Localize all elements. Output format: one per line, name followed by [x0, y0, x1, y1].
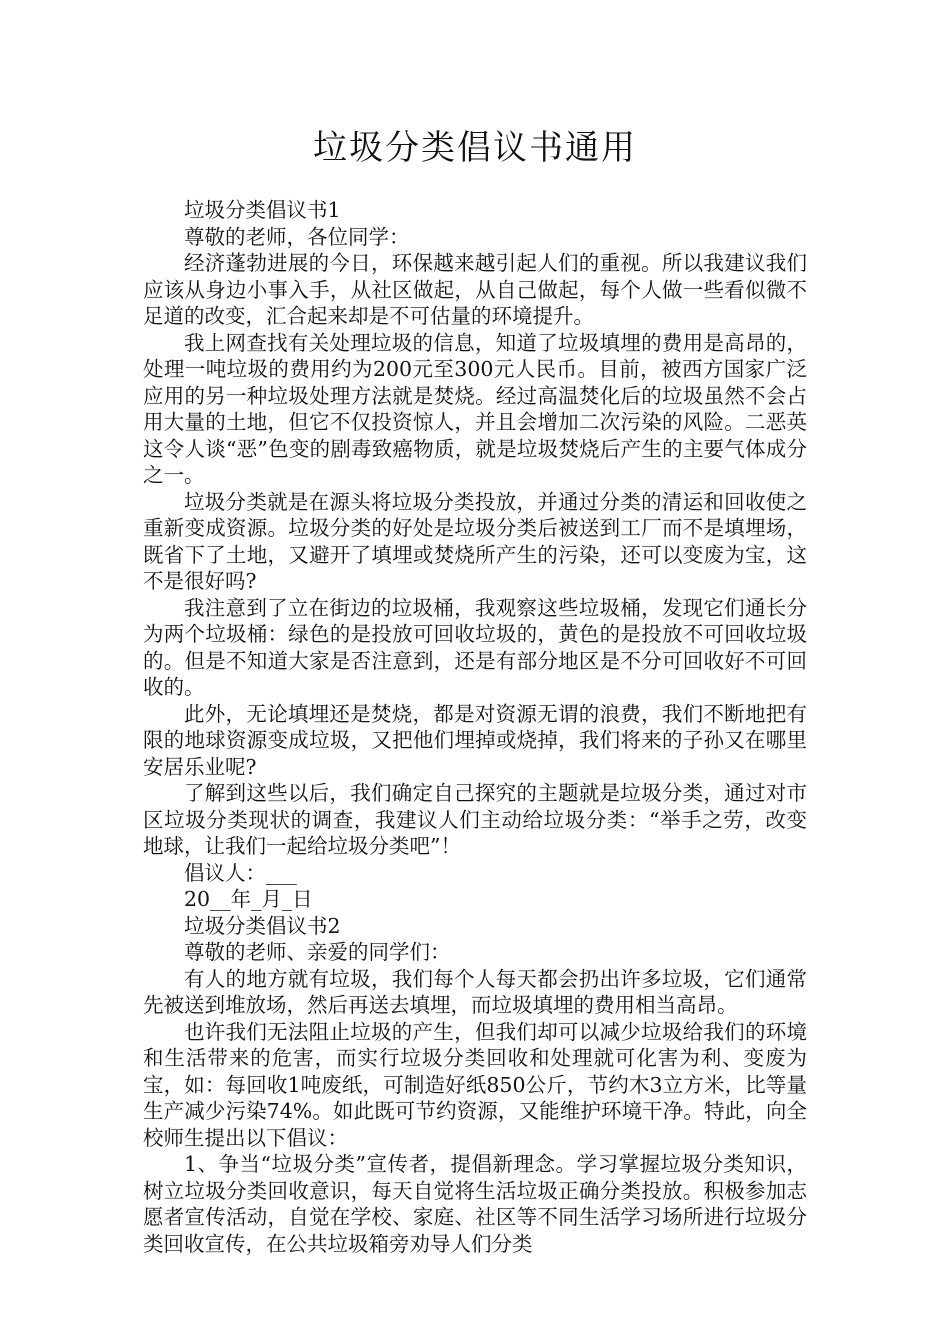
- paragraph: 垃圾分类就是在源头将垃圾分类投放，并通过分类的清运和回收使之重新变成资源。垃圾分类的好处是垃圾分类后被送到工厂而不是填埋场，既省下了土地，又避开了填埋或焚烧所产生的污染，还可以变废为宝，这不是很好吗?: [143, 489, 807, 593]
- salutation-2: 尊敬的老师、亲爱的同学们：: [184, 940, 451, 964]
- paragraph: 1、争当“垃圾分类”宣传者，提倡新理念。学习掌握垃圾分类知识，树立垃圾分类回收意识，每天自觉将生活垃圾正确分类投放。积极参加志愿者宣传活动，自觉在学校、家庭、社区等不同生活学习场所进行垃圾分类回收宣传，在公共垃圾箱旁劝导人们分类: [143, 1152, 807, 1256]
- section-heading-1: 垃圾分类倡议书1: [184, 198, 341, 222]
- paragraph: 我注意到了立在街边的垃圾桶，我观察这些垃圾桶，发现它们通长分为两个垃圾桶：绿色的是投放可回收垃圾的，黄色的是投放不可回收垃圾的。但是不知道大家是否注意到，还是有部分地区是不分可回收好不可回收的。: [143, 595, 807, 699]
- document-body: [143, 197, 807, 1257]
- section-heading-2: 垃圾分类倡议书2: [184, 913, 341, 938]
- date-line: 20__年_月_日: [184, 887, 313, 911]
- document-title: 垃圾分类倡议书通用: [313, 128, 637, 168]
- paragraph: 经济蓬勃进展的今日，环保越来越引起人们的重视。所以我建议我们应该从身边小事入手，从社区做起，从自己做起，每个人做一些看似微不足道的改变，汇合起来却是不可估量的环境提升。: [143, 251, 807, 328]
- signature-line: 倡议人：___: [184, 860, 297, 885]
- paragraph: 此外，无论填埋还是焚烧，都是对资源无谓的浪费，我们不断地把有限的地球资源变成垃圾，又把他们埋掉或烧掉，我们将来的子孙又在哪里安居乐业呢?: [143, 701, 807, 779]
- paragraph: 也许我们无法阻止垃圾的产生，但我们却可以减少垃圾给我们的环境和生活带来的危害，而实行垃圾分类回收和处理就可化害为利、变废为宝，如：每回收1吨废纸，可制造好纸850公斤，节约木3立方米，比等量生产减少污染74%。如此既可节约资源，又能维护环境干净。特此，向全校师生提出以下倡议：: [143, 1019, 807, 1150]
- paragraph: 有人的地方就有垃圾，我们每个人每天都会扔出许多垃圾，它们通常先被送到堆放场，然后再送去填埋，而垃圾填埋的费用相当高昂。: [143, 966, 807, 1017]
- salutation-1: 尊敬的老师，各位同学：: [184, 224, 410, 249]
- paragraph: 了解到这些以后，我们确定自己探究的主题就是垃圾分类，通过对市区垃圾分类现状的调查，我建议人们主动给垃圾分类：“举手之劳，改变地球，让我们一起给垃圾分类吧”！: [143, 781, 807, 858]
- paragraph: 我上网查找有关处理垃圾的信息，知道了垃圾填埋的费用是高昂的，处理一吨垃圾的费用约为200元至300元人民币。目前，被西方国家广泛应用的另一种垃圾处理方法就是焚烧。经过高温焚化后的垃圾虽然不会占用大量的土地，但它不仅投资惊人，并且会增加二次污染的风险。二恶英这令人谈“恶”色变的剧毒致癌物质，就是垃圾焚烧后产生的主要气体成分之一。: [143, 330, 807, 487]
